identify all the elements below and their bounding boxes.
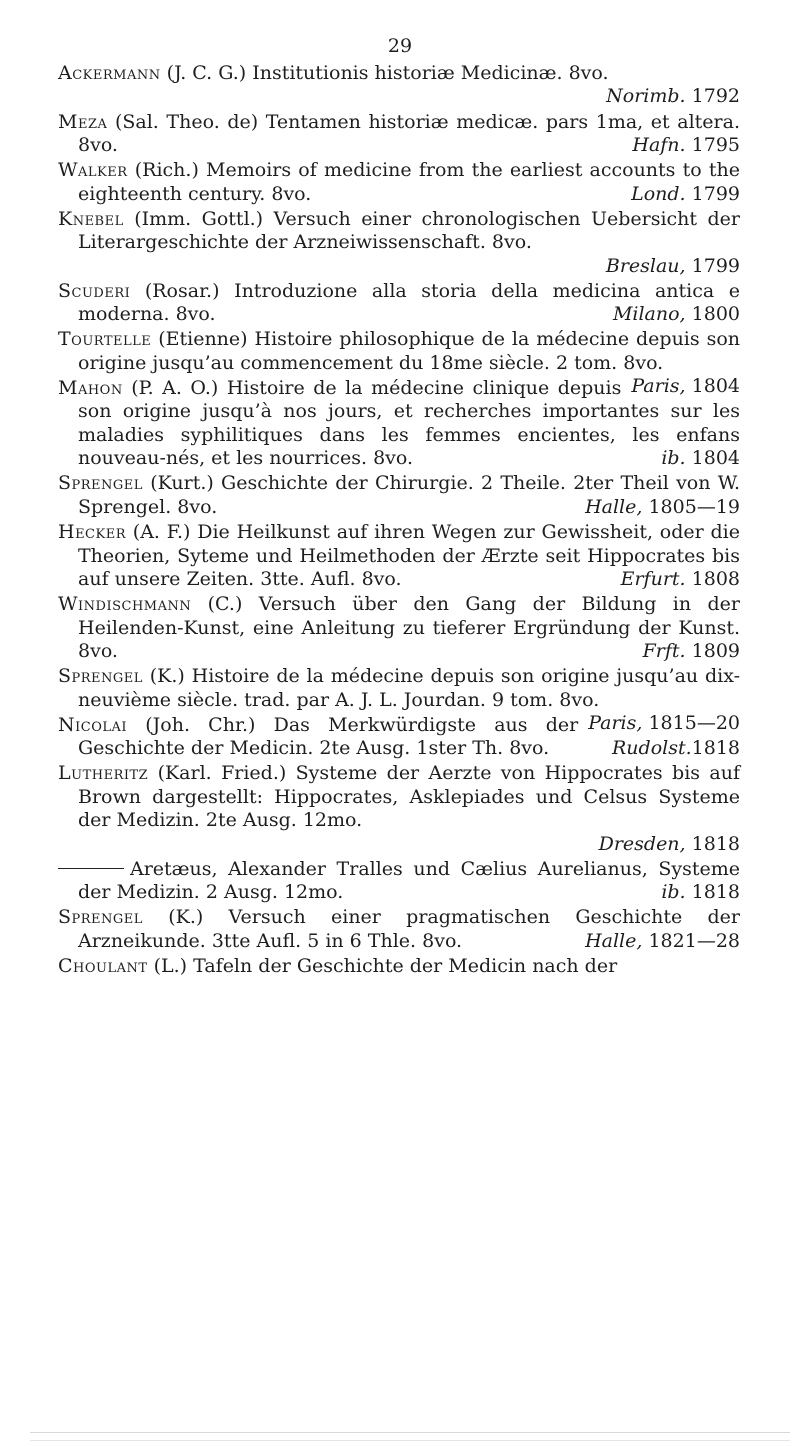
entry-title: Aretæus, Alexander Tralles und Cælius Aurelianus, Systeme der Medizin. 2 Ausg. 12mo. [78, 857, 740, 904]
entry-year: 1809 [691, 639, 740, 662]
entry-place: Paris, [588, 711, 643, 734]
entry-title: (Imm. Gottl.) Versuch einer chronologischen Uebersicht der Literargeschichte der Arzneiwissenschaft. 8vo. [78, 207, 740, 254]
entry-imprint [585, 930, 740, 953]
entry-title: (Rosar.) Introduzione alla storia della medicina antica e moderna. 8vo. [78, 279, 740, 326]
entry-author: Choulant [58, 954, 148, 977]
entry-year: 1818 [691, 832, 740, 855]
entry-year: 1795 [691, 134, 740, 157]
entry-author: Walker [58, 159, 128, 182]
bibliography-entry [58, 280, 740, 327]
entry-title: (J. C. G.) Institutionis historiæ Medicinæ. 8vo. [166, 62, 609, 84]
page-number: 29 [387, 35, 413, 57]
entry-imprint [643, 640, 740, 663]
entry-place: Halle, [585, 495, 643, 518]
entry-title: (Rich.) Memoirs of medicine from the earliest accounts to the eighteenth century. 8vo. [78, 159, 740, 205]
entry-title: (L.) Tafeln der Geschichte der Medicin nach der [153, 954, 618, 977]
entry-author: Lutheritz [58, 762, 149, 785]
entry-place: Lond. [631, 182, 686, 205]
bibliography-entry [58, 521, 740, 591]
entry-title: (P. A. O.) Histoire de la médecine clinique depuis son origine jusqu’à nos jours, et recherches importantes sur les maladies syphilitiques dans les femmes encientes, les enfans nouveau-nés, et les nourrices. 8vo. [78, 377, 740, 470]
entry-year: 1800 [691, 303, 740, 326]
bibliography-entry [58, 762, 740, 856]
entry-title: (K.) Versuch einer pragmatischen Geschichte der Arzneikunde. 3tte Aufl. 5 in 6 Thle. 8vo. [78, 906, 740, 952]
entry-imprint [631, 183, 740, 206]
entry-place: Frft. [642, 639, 686, 662]
entry-year: 1799 [691, 182, 740, 205]
entry-imprint [78, 85, 740, 108]
entry-author: Windischmann [58, 593, 192, 616]
entry-title: (Joh. Chr.) Das Merkwürdigste aus der Geschichte der Medicin. 2te Ausg. 1ster Th. 8vo. [78, 713, 579, 760]
entry-place: Erfurt. [620, 567, 686, 590]
entry-place: Breslau, [605, 254, 686, 277]
entry-place: ib. [661, 881, 686, 904]
bibliography-entry [58, 159, 740, 206]
entry-title: (Sal. Theo. de) Tentamen historiæ medicæ. pars 1ma, et altera. 8vo. [78, 110, 740, 157]
bibliography-entry [58, 858, 740, 905]
entry-imprint [632, 134, 740, 157]
entry-year: 1799 [691, 254, 740, 277]
entry-author: Meza [58, 110, 108, 133]
entry-author: Hecker [58, 521, 126, 544]
entry-title: (Kurt.) Geschichte der Chirurgie. 2 Theile. 2ter Theil von W. Sprengel. 8vo. [78, 472, 740, 518]
bibliography-entry [58, 208, 740, 278]
entry-author: Scuderi [58, 279, 131, 302]
bibliography-entry [58, 906, 740, 953]
entry-imprint [661, 881, 740, 904]
entry-title: (Etienne) Histoire philosophique de la médecine depuis son origine jusqu’au commencement du 18me siècle. 2 tom. 8vo. [78, 328, 740, 374]
entry-place: Hafn. [632, 134, 686, 157]
bibliography-entry [58, 62, 740, 109]
entry-year: 1805—19 [648, 495, 740, 518]
entry-author: Mahon [58, 377, 123, 400]
entry-title: (Karl. Fried.) Systeme der Aerzte von Hippocrates bis auf Brown dargestellt: Hippocrates, Asklepiades und Celsus Systeme der Medizin. 2te Ausg. 12mo. [78, 762, 740, 832]
entry-title: (K.) Histoire de la médecine depuis son origine jusqu’au dix-neuvième siècle. trad. par A. J. L. Jourdan. 9 tom. 8vo. [78, 665, 740, 711]
entry-author: Knebel [58, 207, 124, 230]
entry-place: ib. [661, 447, 686, 470]
entry-place: Norimb. [606, 85, 686, 108]
entry-imprint [78, 255, 740, 278]
bibliography-entry [58, 955, 740, 978]
entry-author: Sprengel [58, 472, 143, 495]
entry-title: (A. F.) Die Heilkunst auf ihren Wegen zur Gewissheit, oder die Theorien, Syteme und Heilmethoden der Ærzte seit Hippocrates bis auf unsere Zeiten. 3tte. Aufl. 8vo. [78, 521, 740, 590]
entry-imprint [78, 833, 740, 856]
page-edge-rule [30, 1432, 790, 1433]
entry-imprint [613, 303, 740, 326]
entry-place: Halle, [585, 929, 643, 952]
bibliography-entry [58, 111, 740, 158]
entry-place: Milano, [612, 303, 686, 326]
entry-place: Dresden, [598, 832, 686, 855]
page-edge-rule [30, 1440, 790, 1441]
entry-author: Sprengel [58, 665, 143, 688]
entry-imprint [661, 447, 740, 470]
entry-author: Ackermann [58, 62, 161, 84]
entry-year: 1821—28 [648, 929, 740, 952]
entry-year: 1815—20 [648, 711, 740, 734]
bibliography-entry [58, 472, 740, 519]
bibliography-entry [58, 377, 740, 471]
entry-author: Tourtelle [58, 328, 152, 351]
ditto-dash [58, 868, 124, 869]
entry-year: 1804 [691, 447, 740, 470]
entry-year: 1792 [691, 85, 740, 108]
entry-year: 1804 [691, 375, 740, 398]
entry-author: Sprengel [58, 906, 143, 929]
bibliography-entry [58, 711, 740, 761]
entry-year: 1808 [691, 567, 740, 590]
entry-author: Nicolai [58, 713, 128, 736]
entry-year: 1818 [691, 881, 740, 904]
entry-imprint [585, 496, 740, 519]
entry-place: Rudolst. [611, 737, 692, 760]
bibliography-entry [58, 593, 740, 663]
entry-imprint [612, 737, 740, 760]
entry-title: (C.) Versuch über den Gang der Bildung in der Heilenden-Kunst, eine Anleitung zu tieferer Ergründung der Kunst. 8vo. [78, 593, 740, 662]
bibliography-list [58, 62, 740, 980]
entry-place: Paris, [631, 375, 686, 398]
entry-imprint [621, 568, 740, 591]
entry-year: 1818 [691, 737, 740, 760]
